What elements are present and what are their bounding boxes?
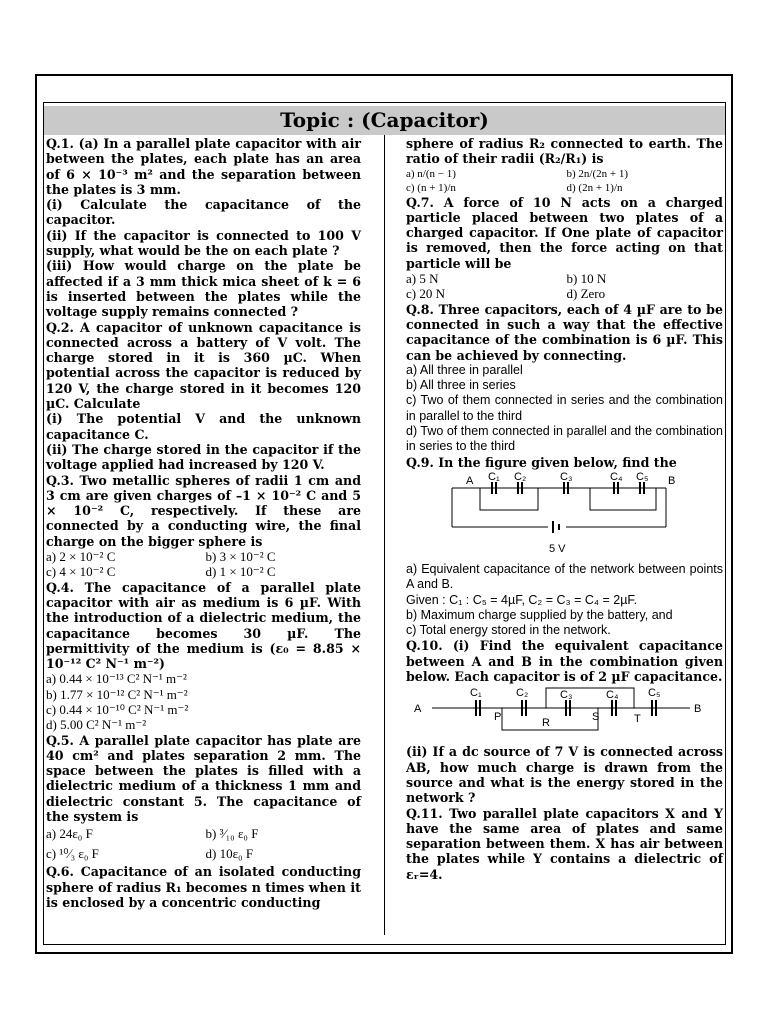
option-b: b) ³⁄₁₀ ε₀ F bbox=[205, 826, 259, 842]
question-4-options bbox=[46, 671, 361, 732]
label-b: B bbox=[694, 703, 702, 716]
question-5-options bbox=[46, 824, 361, 864]
option-c: c) ¹⁰⁄₃ ε₀ F bbox=[46, 846, 99, 862]
option-b: b) 10 N bbox=[566, 271, 607, 287]
label-c4: C₄ bbox=[610, 471, 623, 483]
question-11: Q.11. Two parallel plate capacitors X and Y have the same area of plates and same separation between them. X has air between the plates while Y contains a dielectric of εᵣ=4. bbox=[406, 805, 723, 882]
option-a: a) 2 × 10⁻² C bbox=[46, 549, 116, 565]
option-a: a) 24ε₀ F bbox=[46, 826, 93, 842]
q9-circuit-diagram bbox=[406, 472, 723, 560]
label-c1: C₁ bbox=[488, 471, 500, 483]
label-p: P bbox=[494, 711, 502, 724]
question-9-part-c: c) Total energy stored in the network. bbox=[406, 623, 611, 638]
option-b: b) 1.77 × 10⁻¹² C² N⁻¹ m⁻² bbox=[46, 686, 188, 702]
question-8-options bbox=[406, 363, 723, 455]
label-c5: C₅ bbox=[648, 687, 661, 700]
question-9-part-a: a) Equivalent capacitance of the network between points A and B. bbox=[406, 561, 723, 592]
option-d: d) 10ε₀ F bbox=[205, 846, 254, 862]
question-6-continued: sphere of radius R₂ connected to earth. The ratio of their radii (R₂/R₁) is bbox=[406, 136, 723, 167]
question-9-given: Given : C₁ : C₅ = 4µF, C₂ = C₃ = C₄ = 2µF. bbox=[406, 592, 638, 607]
question-10: Q.10. (i) Find the equivalent capacitance between A and B in the combination given below. Each capacitor is of 2 µF capacitance. bbox=[406, 638, 723, 685]
label-c3: C₃ bbox=[560, 689, 573, 702]
label-t: T bbox=[634, 713, 641, 726]
label-b: B bbox=[668, 474, 676, 487]
label-c2: C₂ bbox=[516, 687, 529, 700]
option-c: c) 4 × 10⁻² C bbox=[46, 564, 116, 580]
label-c3: C₃ bbox=[560, 471, 573, 483]
label-c4: C₄ bbox=[606, 689, 619, 702]
label-r: R bbox=[542, 717, 550, 730]
question-1: Q.1. (a) In a parallel plate capacitor with air between the plates, each plate has an area of 6 × 10⁻³ m² and the separation between the plates is 3 mm. bbox=[46, 136, 361, 197]
question-7: Q.7. A force of 10 N acts on a charged particle placed between two plates of a charged capacitor. If One plate of capacitor is removed, then the force acting on that particle will be bbox=[406, 194, 723, 271]
question-3-options bbox=[46, 549, 361, 580]
question-2-part-i: (i) The potential V and the unknown capacitance C. bbox=[46, 411, 361, 442]
question-4: Q.4. The capacitance of a parallel plate capacitor with air as medium is 6 µF. With the introduction of a dielectric medium, the capacitance becomes 30 µF. The permittivity of the medium is (ε₀ = 8.85 × 10⁻¹² C² N⁻¹ m⁻²) bbox=[46, 579, 361, 672]
option-a: a) 5 N bbox=[406, 271, 439, 287]
label-c5: C₅ bbox=[636, 471, 649, 483]
question-5: Q.5. A parallel plate capacitor has plate are 40 cm² and plates separation 2 mm. The space between the plates is filled with a dielectric medium of a thickness 1 mm and dielectric constant 5. The capacitance of the system is bbox=[46, 732, 361, 825]
option-d: d) Two of them connected in parallel and the combination in series to the third bbox=[406, 424, 723, 454]
option-a: a) n/(n − 1) bbox=[406, 167, 456, 180]
option-a: a) All three in parallel bbox=[406, 362, 523, 377]
question-6-options bbox=[406, 167, 723, 195]
option-b: b) 3 × 10⁻² C bbox=[205, 549, 276, 565]
question-8: Q.8. Three capacitors, each of 4 µF are to be connected in such a way that the effective capacitance of the combination is 6 µF. This can be achieved by connecting. bbox=[406, 301, 723, 363]
option-d: d) 1 × 10⁻² C bbox=[205, 564, 276, 580]
option-c: c) 20 N bbox=[406, 286, 445, 302]
option-d: d) Zero bbox=[566, 286, 606, 302]
question-9-part-b: b) Maximum charge supplied by the battery, and bbox=[406, 607, 673, 622]
question-1-part-i: (i) Calculate the capacitance of the capacitor. bbox=[46, 197, 361, 228]
question-6: Q.6. Capacitance of an isolated conducting sphere of radius R₁ becomes n times when it is enclosed by a concentric conducting bbox=[46, 864, 361, 910]
label-s: S bbox=[592, 711, 600, 724]
question-1-part-iii: (iii) How would charge on the plate be affected if a 3 mm thick mica sheet of k = 6 is inserted between the plates while the voltage supply remains connected ? bbox=[46, 258, 361, 320]
question-1-part-ii: (ii) If the capacitor is connected to 100 V supply, what would be the on each plate ? bbox=[46, 227, 361, 259]
label-c1: C₁ bbox=[470, 687, 482, 700]
question-7-options bbox=[406, 271, 723, 302]
left-column bbox=[46, 136, 361, 910]
question-9: Q.9. In the figure given below, find the bbox=[406, 454, 677, 470]
q10-circuit-diagram bbox=[406, 686, 723, 742]
option-c: c) 0.44 × 10⁻¹⁰ C² N⁻¹ m⁻² bbox=[46, 701, 189, 717]
option-b: b) 2n/(2n + 1) bbox=[566, 167, 628, 180]
page-title: Topic : (Capacitor) bbox=[44, 106, 725, 135]
right-column bbox=[406, 136, 723, 882]
label-a: A bbox=[466, 474, 474, 487]
question-2: Q.2. A capacitor of unknown capacitance is connected across a battery of V volt. The charge stored in it is 360 µC. When potential across the capacitor is reduced by 120 V, the charge stored in it becomes 120 µC. Calculate bbox=[46, 319, 361, 412]
label-5v: 5 V bbox=[549, 542, 566, 555]
question-2-part-ii: (ii) The charge stored in the capacitor if the voltage applied had increased by 120 V. bbox=[46, 441, 361, 473]
column-divider bbox=[384, 135, 385, 935]
option-c: c) (n + 1)/n bbox=[406, 181, 456, 194]
question-3: Q.3. Two metallic spheres of radii 1 cm and 3 cm are given charges of –1 × 10⁻² C and 5 × 10⁻² C, respectively. If these are connected by a conducting wire, the final charge on the bigger sphere is bbox=[46, 472, 361, 549]
option-b: b) All three in series bbox=[406, 378, 516, 393]
label-c2: C₂ bbox=[514, 471, 527, 483]
label-a: A bbox=[414, 703, 422, 716]
question-10-part-ii: (ii) If a dc source of 7 V is connected across AB, how much charge is drawn from the source and what is the energy stored in the network ? bbox=[406, 744, 723, 806]
option-a: a) 0.44 × 10⁻¹³ C² N⁻¹ m⁻² bbox=[46, 671, 187, 687]
option-d: d) (2n + 1)/n bbox=[566, 181, 623, 194]
option-c: c) Two of them connected in series and the combination in parallel to the third bbox=[406, 393, 723, 423]
option-d: d) 5.00 C² N⁻¹ m⁻² bbox=[46, 717, 147, 733]
